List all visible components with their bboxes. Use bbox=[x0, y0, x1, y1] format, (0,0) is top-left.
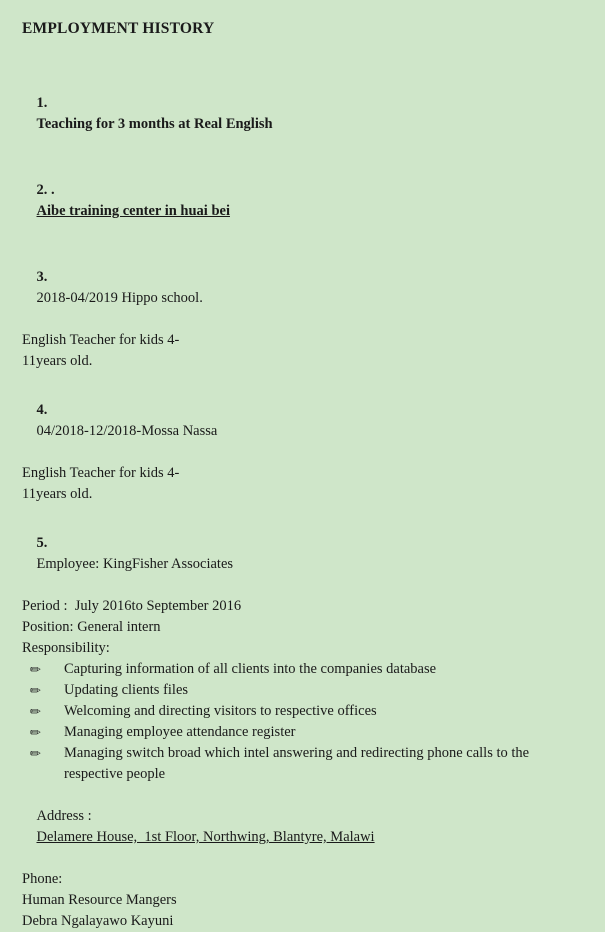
list-item bbox=[22, 701, 583, 722]
employment-entry-3 bbox=[22, 246, 583, 330]
entry-5-period: Period : July 2016to September 2016 bbox=[22, 598, 242, 614]
contact-title: Human Resource Mangers bbox=[22, 892, 177, 908]
address-line bbox=[22, 785, 583, 869]
list-item bbox=[22, 743, 583, 785]
entry-4-line-1: English Teacher for kids 4- bbox=[22, 465, 180, 481]
entry-4-number: 4. bbox=[36, 402, 48, 418]
contact-name: Debra Ngalayawo Kayuni bbox=[22, 913, 174, 929]
entry-2-heading: Aibe training center in huai bei bbox=[36, 203, 230, 219]
spacer bbox=[22, 505, 583, 512]
spacer bbox=[22, 372, 583, 379]
entry-5-number: 5. bbox=[36, 535, 48, 551]
entry-4-line-2: 11years old. bbox=[22, 486, 93, 502]
address-value: Delamere House, 1st Floor, Northwing, Blantyre, Malawi bbox=[36, 829, 375, 845]
entry-5-heading: Employee: KingFisher Associates bbox=[36, 556, 234, 572]
entry-5-responsibility-label: Responsibility: bbox=[22, 640, 110, 656]
entry-1-heading: Teaching for 3 months at Real English bbox=[36, 116, 273, 132]
page-title: EMPLOYMENT HISTORY bbox=[22, 20, 215, 37]
title-spacer bbox=[22, 38, 583, 72]
employment-entry-2 bbox=[22, 159, 583, 243]
list-item bbox=[22, 722, 583, 743]
list-item bbox=[22, 680, 583, 701]
entry-4-heading: 04/2018-12/2018-Mossa Nassa bbox=[36, 423, 218, 439]
entry-5-position: Position: General intern bbox=[22, 619, 161, 635]
pencil-icon: ✎ bbox=[26, 744, 45, 763]
entry-3-line-2: 11years old. bbox=[22, 353, 93, 369]
employment-entry-5 bbox=[22, 512, 583, 596]
entry-3-heading: 2018-04/2019 Hippo school. bbox=[36, 290, 203, 306]
entry-3-line-1: English Teacher for kids 4- bbox=[22, 332, 180, 348]
entry-1-number: 1. bbox=[36, 95, 48, 111]
employment-entry-4 bbox=[22, 379, 583, 463]
responsibility-text: Welcoming and directing visitors to respective offices bbox=[64, 703, 377, 719]
pencil-icon: ✎ bbox=[26, 723, 45, 742]
entry-3-number: 3. bbox=[36, 269, 48, 285]
employment-entry-1 bbox=[22, 72, 583, 156]
pencil-icon: ✎ bbox=[26, 702, 45, 721]
entry-2-number: 2. . bbox=[36, 182, 55, 198]
responsibility-text: Capturing information of all clients into the companies database bbox=[64, 661, 437, 677]
phone-label: Phone: bbox=[22, 871, 63, 887]
responsibility-text: Managing switch broad which intel answering and redirecting phone calls to the respective people bbox=[64, 745, 530, 782]
responsibility-text: Managing employee attendance register bbox=[64, 724, 296, 740]
list-item bbox=[22, 659, 583, 680]
pencil-icon: ✎ bbox=[26, 681, 45, 700]
pencil-icon: ✎ bbox=[26, 660, 45, 679]
responsibility-text: Updating clients files bbox=[64, 682, 189, 698]
address-label: Address : bbox=[36, 808, 92, 824]
